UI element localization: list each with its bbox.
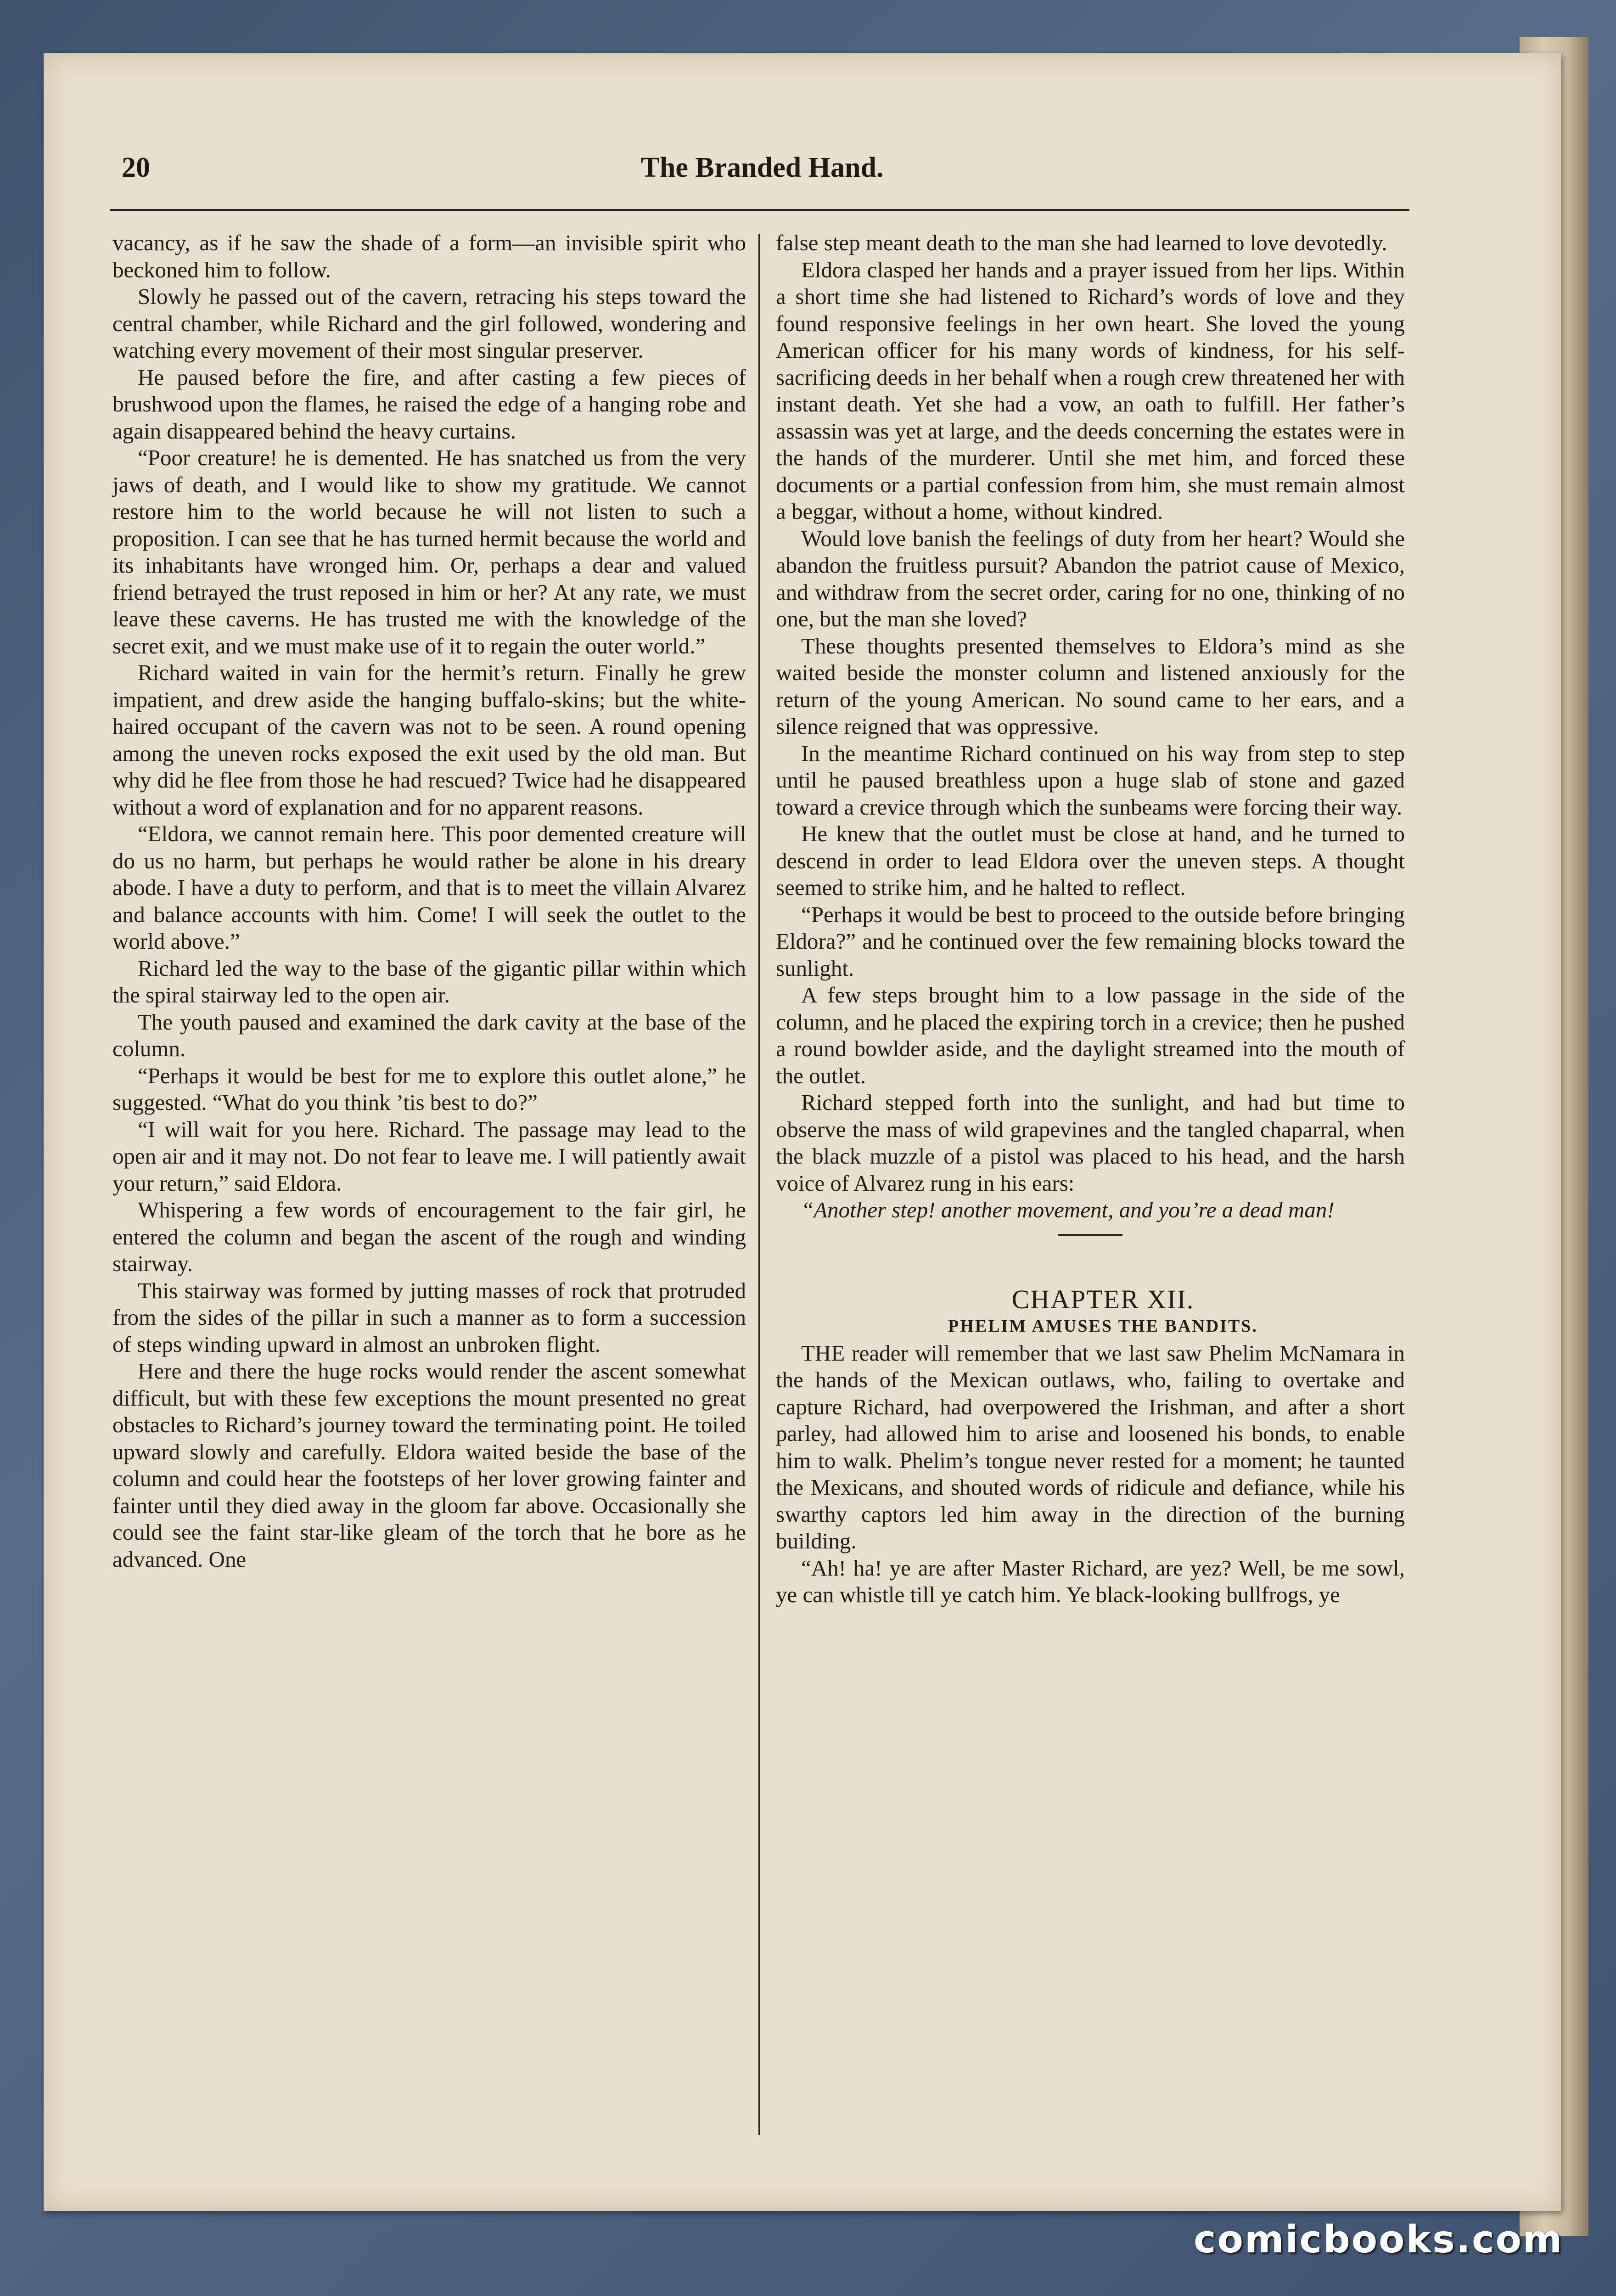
chapter-subtitle: PHELIM AMUSES THE BANDITS. <box>948 1317 1258 1336</box>
paragraph: THE reader will remember that we last saw Phelim McNamara in the hands of the Mexican outlaws, who, failing to overtake and capture Richard, had overpowered the Irishman, and after a short parley, had allowed him to arise and loosened his bonds, to enable him to walk. Phelim’s tongue never rested for a moment; he taunted the Mexicans, and shouted words of ridicule and defiance, while his swarthy captors led him away in the direction of the burning building. <box>776 1340 1405 1553</box>
paragraph: Whispering a few words of encouragement to the fair girl, he entered the column and began the ascent of the rough and winding stairway. <box>112 1197 746 1276</box>
paragraph: “Another step! another movement, and you’re a dead man! <box>801 1197 1335 1222</box>
paragraph: A few steps brought him to a low passage in the side of the column, and he placed the expiring torch in a crevice; then he pushed a round bowlder aside, and the daylight streamed into the mouth of the outlet. <box>776 982 1405 1088</box>
paragraph: Would love banish the feelings of duty from her heart? Would she abandon the fruitless pursuit? Abandon the patriot cause of Mexico, and withdraw from the secret order, caring for no one, thinking of no one, but the man she loved? <box>776 525 1405 631</box>
paragraph: Richard stepped forth into the sunlight, and had but time to observe the mass of wild grapevines and the tangled chaparral, when the black muzzle of a pistol was placed to his head, and the harsh voice of Alvarez rung in his ears: <box>776 1090 1405 1196</box>
running-title: The Branded Hand. <box>640 152 884 183</box>
paragraph: This stairway was formed by jutting masses of rock that protruded from the sides of the pillar in such a manner as to form a succession of steps winding upward in almost an unbroken flight. <box>112 1277 746 1357</box>
header-rule <box>110 209 1409 211</box>
right-text-column <box>776 230 1405 2135</box>
paragraph: “I will wait for you here. Richard. The passage may lead to the open air and it may not. Do not fear to leave me. I will patiently await your return,” said Eldora. <box>112 1116 746 1196</box>
paragraph: “Perhaps it would be best to proceed to the outside before bringing Eldora?” and he continued over the few remaining blocks toward the sunlight. <box>776 901 1405 981</box>
paragraph: “Ah! ha! ye are after Master Richard, are yez? Well, be me sowl, ye can whistle till ye catch him. Ye black-looking bullfrogs, ye <box>776 1555 1405 1607</box>
paragraph: “Poor creature! he is demented. He has snatched us from the very jaws of death, and I would like to show my gratitude. We cannot restore him to the world because he will not listen to such a proposition. I can see that he has turned hermit because the world and its inhabitants have wronged him. Or, perhaps a dear and valued friend betrayed the trust reposed in him or her? At any rate, we must leave these caverns. He has trusted me with the knowledge of the secret exit, and we must make use of it to regain the outer world.” <box>112 445 746 658</box>
paragraph: false step meant death to the man she had learned to love devotedly. <box>776 230 1387 255</box>
paragraph: He paused before the fire, and after casting a few pieces of brushwood upon the flames, he raised the edge of a hanging robe and again disappeared behind the heavy curtains. <box>112 364 746 444</box>
section-end-rule <box>1058 1234 1122 1236</box>
chapter-heading: CHAPTER XII. <box>1011 1284 1195 1314</box>
page-header <box>122 152 1403 188</box>
paragraph: Slowly he passed out of the cavern, retracing his steps toward the central chamber, while Richard and the girl followed, wondering and watching every movement of their most singular preserver. <box>112 284 746 363</box>
paragraph: Here and there the huge rocks would render the ascent somewhat difficult, but with these few exceptions the mount presented no great obstacles to Richard’s journey toward the terminating point. He toiled upward slowly and carefully. Eldora waited beside the base of the column and could hear the footsteps of her lover growing fainter and fainter until they died away in the gloom far above. Occasionally she could see the faint star-like gleam of the torch that he bore as he advanced. One <box>112 1358 746 1572</box>
paragraph: Richard led the way to the base of the gigantic pillar within which the spiral stairway led to the open air. <box>112 955 746 1007</box>
paragraph: “Perhaps it would be best for me to explore this outlet alone,” he suggested. “What do you think ’tis best to do?” <box>112 1063 746 1115</box>
paragraph: vacancy, as if he saw the shade of a form—an invisible spirit who beckoned him to follow. <box>112 230 746 282</box>
paragraph: The youth paused and examined the dark cavity at the base of the column. <box>112 1009 746 1061</box>
page-number: 20 <box>122 152 150 183</box>
left-text-column <box>112 230 746 2135</box>
column-divider <box>758 234 760 2135</box>
site-watermark: comicbooks.com <box>1194 2218 1564 2262</box>
paragraph: “Eldora, we cannot remain here. This poor demented creature will do us no harm, but perhaps he would rather be alone in his dreary abode. I have a duty to perform, and that is to meet the villain Alvarez and balance accounts with him. Come! I will seek the outlet to the world above.” <box>112 821 746 954</box>
paragraph: He knew that the outlet must be close at hand, and he turned to descend in order to lead Eldora over the uneven steps. A thought seemed to strike him, and he halted to reflect. <box>776 821 1405 900</box>
paragraph: These thoughts presented themselves to Eldora’s mind as she waited beside the monster column and listened anxiously for the return of the young American. No sound came to her ears, and a silence reigned that was oppressive. <box>776 633 1405 739</box>
paragraph: In the meantime Richard continued on his way from step to step until he paused breathless upon a huge slab of stone and gazed toward a crevice through which the sunbeams were forcing their way. <box>776 740 1405 820</box>
paragraph: Eldora clasped her hands and a prayer issued from her lips. Within a short time she had listened to Richard’s words of love and they found responsive feelings in her own heart. She loved the young American officer for his many words of kindness, for his self-sacrificing deeds in her behalf when a rough crew threatened her with instant death. Yet she had a vow, an oath to fulfill. Her father’s assassin was yet at large, and the deeds concerning the estates were in the hands of the murderer. Until she met him, and forced these documents or a partial confession from him, she must remain almost a beggar, without a home, without kindred. <box>776 257 1405 524</box>
paragraph: Richard waited in vain for the hermit’s return. Finally he grew impatient, and drew aside the hanging buffalo-skins; but the white-haired occupant of the cavern was not to be seen. A round opening among the uneven rocks exposed the exit used by the old man. But why did he flee from those he had rescued? Twice had he disappeared without a word of explanation and for no apparent reasons. <box>112 660 746 820</box>
